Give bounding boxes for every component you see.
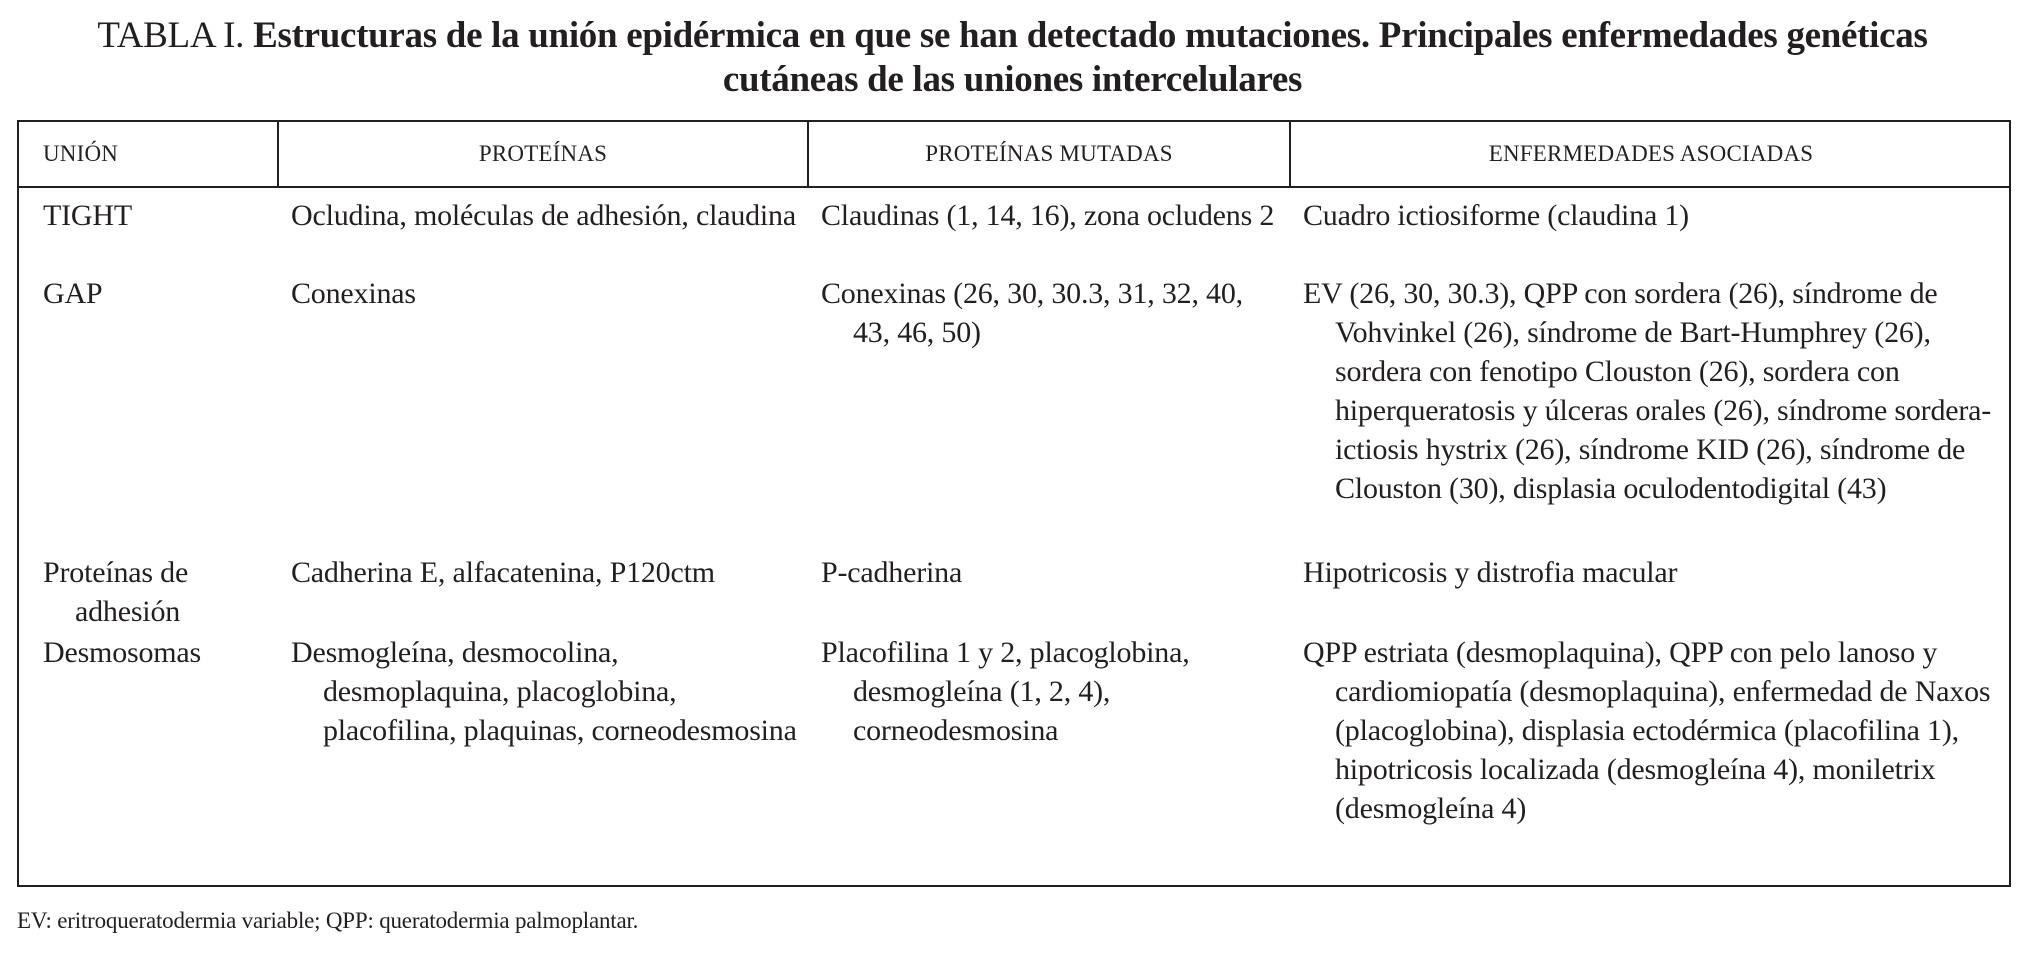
cell-union: TIGHT (43, 199, 132, 232)
cell-union: Proteínas de adhesión (43, 556, 189, 628)
cell-union: Desmosomas (43, 636, 201, 669)
cell-proteinas-mutadas: Placofilina 1 y 2, placoglobina, desmogleína (1, 2, 4), corneodesmosina (821, 636, 1190, 747)
header-union: UNIÓN (43, 141, 119, 166)
cell-proteinas-mutadas: Conexinas (26, 30, 30.3, 31, 32, 40, 43, 46, 50) (821, 277, 1243, 349)
cell-proteinas-mutadas: Claudinas (1, 14, 16), zona ocludens 2 (821, 199, 1275, 232)
table-body (19, 188, 2009, 873)
data-table (17, 120, 2011, 887)
header-proteinas: PROTEÍNAS (277, 122, 807, 186)
cell-proteinas-mutadas: P-cadherina (821, 556, 963, 589)
table-row (19, 633, 2009, 873)
header-proteinas-mutadas: PROTEÍNAS MUTADAS (807, 122, 1289, 186)
table-header-row (19, 122, 2009, 188)
table-caption (60, 14, 1965, 102)
table-label: TABLA I. (97, 15, 245, 56)
table-title: Estructuras de la unión epidérmica en que se han detectado mutaciones. Principales enfermedades genéticas cutáneas de las uniones intercelulares (253, 15, 1928, 100)
cell-proteinas: Desmogleína, desmocolina, desmoplaquina, placoglobina, placofilina, plaquinas, corneodesmosina (291, 636, 797, 747)
cell-proteinas: Ocludina, moléculas de adhesión, claudina (291, 199, 796, 232)
cell-proteinas: Cadherina E, alfacatenina, P120ctm (291, 556, 715, 589)
cell-union: GAP (43, 277, 103, 310)
table-row (19, 196, 2009, 274)
table-footnote: EV: eritroqueratodermia variable; QPP: queratodermia palmoplantar. (17, 908, 639, 933)
cell-enfermedades: EV (26, 30, 30.3), QPP con sordera (26), síndrome de Vohvinkel (26), síndrome de Bart-Humphrey (26), sordera con fenotipo Clouston (26), sordera con hiperqueratosis y úlceras orales (26), síndrome sordera-ictiosis hystrix (26), síndrome KID (26), síndrome de Clouston (30), displasia oculodentodigital (43) (1303, 277, 1992, 505)
cell-enfermedades: Hipotricosis y distrofia macular (1303, 556, 1678, 589)
header-enfermedades-asociadas: ENFERMEDADES ASOCIADAS (1289, 122, 2011, 186)
table-row (19, 274, 2009, 553)
cell-enfermedades: Cuadro ictiosiforme (claudina 1) (1303, 199, 1689, 232)
cell-enfermedades: QPP estriata (desmoplaquina), QPP con pelo lanoso y cardiomiopatía (desmoplaquina), enfermedad de Naxos (placoglobina), displasia ectodérmica (placofilina 1), hipotricosis localizada (desmogleína 4), moniletrix (desmogleína 4) (1303, 636, 1991, 825)
table-row (19, 553, 2009, 633)
cell-proteinas: Conexinas (291, 277, 416, 310)
